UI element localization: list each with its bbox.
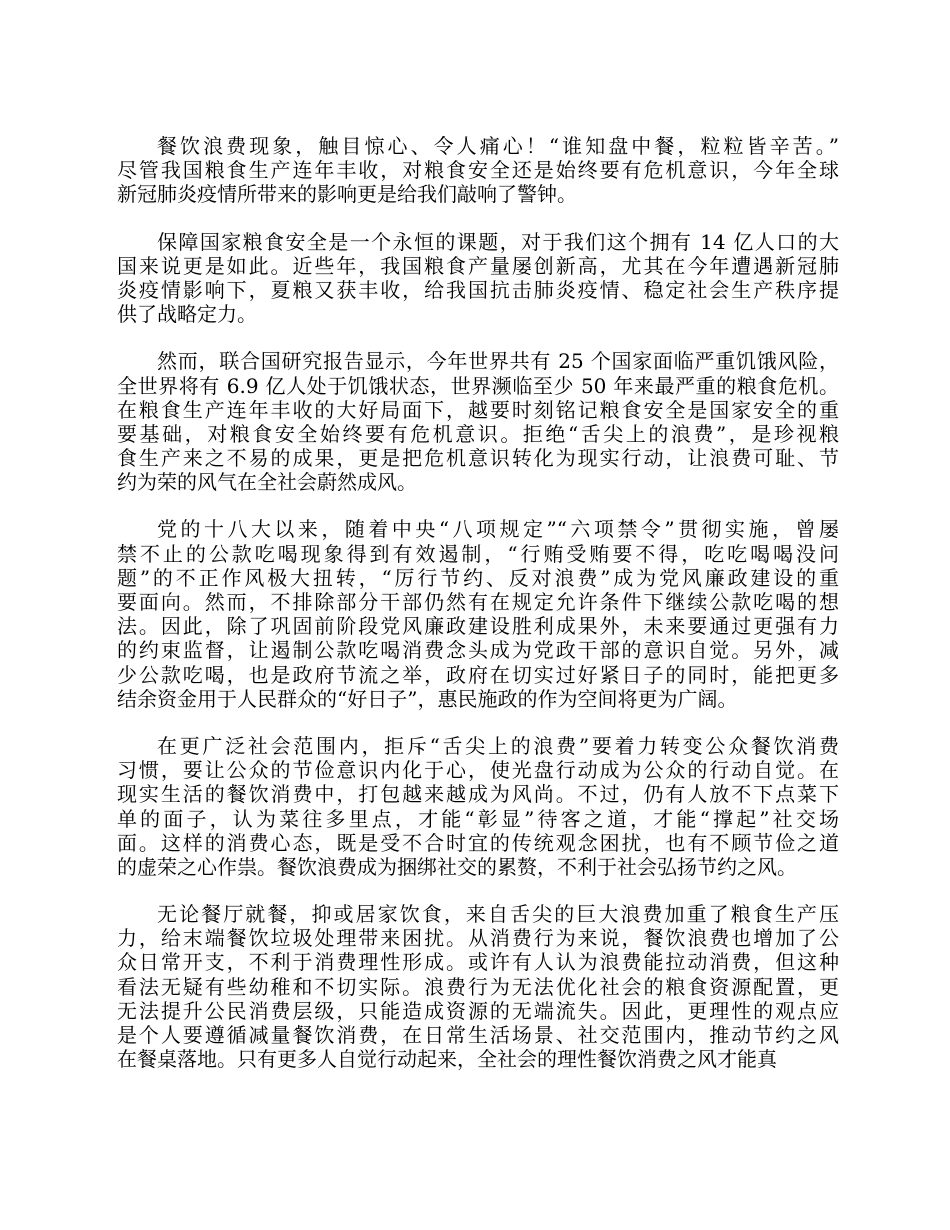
text-line: 供了战略定力。 <box>117 302 257 327</box>
text-line: 炎疫情影响下，夏粮又获丰收，给我国抗击肺炎疫情、稳定社会生产秩序提 <box>117 277 839 302</box>
text-line: 面。这样的消费心态，既是受不合时宜的传统观念困扰，也有不顾节俭之道 <box>117 830 839 855</box>
text-line: 的虚荣之心作祟。餐饮浪费成为捆绑社交的累赘，不利于社会弘扬节约之风。 <box>117 854 797 879</box>
paragraph-6 <box>117 902 839 1071</box>
text-line: 食生产来之不易的成果，更是把危机意识转化为现实行动，让浪费可耻、节 <box>117 446 839 471</box>
text-line: 习惯，要让公众的节俭意识内化于心，使光盘行动成为公众的行动自觉。在 <box>117 758 839 783</box>
text-line: 然而，联合国研究报告显示，今年世界共有 25 个国家面临严重饥饿风险， <box>157 349 839 374</box>
text-line: 是个人要遵循减量餐饮消费，在日常生活场景、社交范围内，推动节约之风 <box>117 1023 839 1047</box>
text-line: 法。因此，除了巩固前阶段党风廉政建设胜利成果外，未来要通过更强有力 <box>117 614 839 639</box>
text-line: 力，给末端餐饮垃圾处理带来困扰。从消费行为来说，餐饮浪费也增加了公 <box>117 926 839 951</box>
text-line: 现实生活的餐饮消费中，打包越来越成为风尚。不过，仍有人放不下点菜下 <box>117 782 839 807</box>
text-line: 无论餐厅就餐，抑或居家饮食，来自舌尖的巨大浪费加重了粮食生产压 <box>157 902 839 927</box>
text-line: 题”的不正作风极大扭转，“厉行节约、反对浪费”成为党风廉政建设的重 <box>117 565 839 590</box>
paragraph-2 <box>117 230 839 327</box>
text-line: 党的十八大以来，随着中央“八项规定”“六项禁令”贯彻实施，曾屡 <box>157 517 839 542</box>
text-line: 禁不止的公款吃喝现象得到有效遏制，“行贿受贿要不得，吃吃喝喝没问 <box>117 541 839 566</box>
paragraph-1 <box>117 134 839 207</box>
text-line: 尽管我国粮食生产连年丰收，对粮食安全还是始终要有危机意识，今年全球 <box>117 158 839 183</box>
text-line: 的约束监督，让遏制公款吃喝消费念头成为党政干部的意识自觉。另外，减 <box>117 638 839 663</box>
text-line: 全世界将有 6.9 亿人处于饥饿状态，世界濒临至少 50 年来最严重的粮食危机。 <box>117 373 839 398</box>
text-line: 保障国家粮食安全是一个永恒的课题，对于我们这个拥有 14 亿人口的大 <box>157 229 839 254</box>
text-line: 无法提升公民消费层级，只能造成资源的无端流失。因此，更理性的观点应 <box>117 998 839 1023</box>
text-line: 要基础，对粮食安全始终要有危机意识。拒绝“舌尖上的浪费”，是珍视粮 <box>117 421 839 446</box>
text-line: 要面向。然而，不排除部分干部仍然有在规定允许条件下继续公款吃喝的想 <box>117 590 839 614</box>
document-body <box>117 134 839 1094</box>
text-line: 看法无疑有些幼稚和不切实际。浪费行为无法优化社会的粮食资源配置，更 <box>117 974 839 999</box>
text-line: 少公款吃喝，也是政府节流之举，政府在切实过好紧日子的同时，能把更多 <box>117 662 839 687</box>
text-line: 在粮食生产连年丰收的大好局面下，越要时刻铭记粮食安全是国家安全的重 <box>117 397 839 422</box>
text-line: 在餐桌落地。只有更多人自觉行动起来，全社会的理性餐饮消费之风才能真 <box>117 1047 777 1072</box>
text-line: 单的面子，认为菜往多里点，才能“彰显”待客之道，才能“撑起”社交场 <box>117 806 839 831</box>
paragraph-4 <box>117 517 839 711</box>
text-line: 国来说更是如此。近些年，我国粮食产量屡创新高，尤其在今年遭遇新冠肺 <box>117 253 839 278</box>
text-line: 结余资金用于人民群众的“好日子”，惠民施政的作为空间将更为广阔。 <box>117 686 738 711</box>
paragraph-3 <box>117 349 839 494</box>
paragraph-5 <box>117 734 839 879</box>
text-line: 众日常开支，不利于消费理性形成。或许有人认为浪费能拉动消费，但这种 <box>117 950 839 975</box>
text-line: 约为荣的风气在全社会蔚然成风。 <box>117 470 417 495</box>
text-line: 餐饮浪费现象，触目惊心、令人痛心！“谁知盘中餐，粒粒皆辛苦。” <box>157 134 839 158</box>
text-line: 在更广泛社会范围内，拒斥“舌尖上的浪费”要着力转变公众餐饮消费 <box>157 733 839 758</box>
text-line: 新冠肺炎疫情所带来的影响更是给我们敲响了警钟。 <box>117 182 577 207</box>
